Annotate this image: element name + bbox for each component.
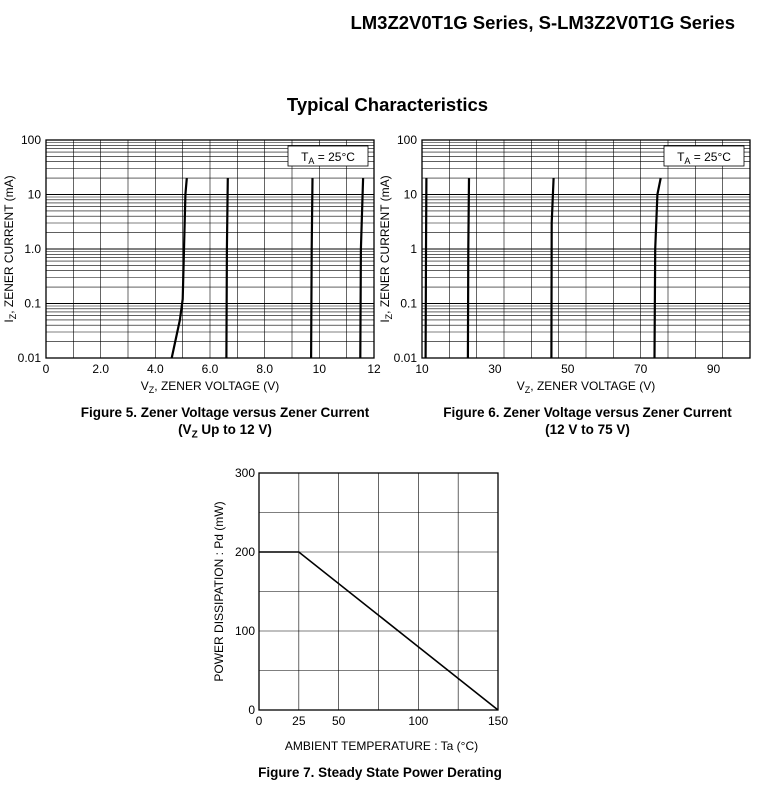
figure-5-series-line-4 [360,178,363,358]
figure-5-x-tick-label: 4.0 [146,362,164,376]
figure-6-annotation-text-sub: A [684,156,691,166]
figure-7-y-tick-label: 200 [234,545,255,559]
figure-6-x-axis-title-rest: , ZENER VOLTAGE (V) [530,379,656,393]
figure-7-caption [180,764,580,781]
figure-6-y-axis-title-rest: , ZENER CURRENT (mA) [378,175,392,314]
figure-5-y-tick-label: 1.0 [24,242,41,256]
figure-5-annotation-text-main: T [301,150,309,164]
figure-5-x-axis-title-main: V [140,379,149,393]
figure-6-y-tick-label: 1 [410,242,417,256]
figure-5-series-line-1 [172,178,187,358]
figure-5-caption-line2 [40,421,410,444]
figure-5-x-tick-label: 2.0 [92,362,110,376]
figure-6-series-line-4 [655,178,661,358]
figure-6-y-tick-label: 0.1 [400,296,417,311]
figure-5-y-axis-title-main: I [2,319,16,323]
figure-6-y-tick-label: 0.01 [393,351,417,365]
figure-6-series-line-1 [426,178,427,358]
figure-6-y-tick-label: 100 [396,133,417,147]
figure-6-series-line-2 [468,178,469,358]
figure-6-annotation-text-main: T [677,150,685,164]
figure-5-caption-line2-sub: Z [191,429,198,441]
figure-5-caption-line2-prefix: (V [178,422,192,437]
figure-6-x-tick-label: 50 [561,362,575,376]
figure-6-x-tick-label: 70 [633,362,648,376]
figure-6-caption-line1: Figure 6. Zener Voltage versus Zener Current [443,405,732,420]
figure-5-series-line-2 [226,178,227,358]
figure-7-x-tick-label: 0 [255,714,263,728]
figure-5-x-tick-label: 12 [367,362,381,376]
section-title: Typical Characteristics [286,94,489,115]
figure-5-x-axis-title-rest: , ZENER VOLTAGE (V) [154,379,280,393]
figure-5-x-axis-title-sub: Z [148,385,155,395]
figure-6-caption-line2: (12 V to 75 V) [545,422,630,437]
figure-5-y-axis-title-rest: , ZENER CURRENT (mA) [2,175,16,314]
figure-5-x-tick-label: 0 [42,362,50,376]
figure-5-x-axis-title [141,379,279,395]
figure-7-y-tick-label: 100 [234,624,255,638]
figure-7-y-axis-title: POWER DISSIPATION : Pd (mW) [212,501,226,682]
figure-5-series-line-3 [311,178,312,358]
figure-5-y-tick-label: 0.1 [24,296,41,311]
figure-5-y-tick-label: 10 [27,187,41,202]
figure-5-x-tick-label: 8.0 [256,362,274,376]
page-header-title: LM3Z2V0T1G Series, S-LM3Z2V0T1G Series [350,12,735,33]
figure-5-caption [40,404,410,444]
figure-5-x-tick-label: 10 [312,362,327,376]
figure-6-x-tick-label: 90 [706,362,721,376]
figure-7-x-tick-label: 150 [487,714,509,728]
figure-7-x-axis-title: AMBIENT TEMPERATURE : Ta (°C) [284,739,479,753]
figure-5-y-tick-label: 0.01 [17,351,41,365]
figure-7-x-tick-label: 50 [331,714,346,728]
figure-6-caption [405,404,770,438]
figure-5-x-tick-label: 6.0 [201,362,219,376]
figure-6-series-line-3 [551,178,553,358]
figure-5-caption-line1: Figure 5. Zener Voltage versus Zener Current [80,405,370,420]
figure-7-caption-line1: Figure 7. Steady State Power Derating [258,765,502,780]
figure-6-x-tick-label: 30 [488,362,502,376]
figure-7-y-tick-label: 0 [248,703,255,717]
figure-6-annotation-text-rest: = 25°C [690,150,731,164]
figure-5-y-axis-title-sub: Z [8,313,18,320]
figure-7-x-tick-label: 100 [408,714,429,728]
figure-7-x-tick-label: 25 [292,714,306,728]
figure-6-y-tick-label: 10 [403,187,417,202]
figure-7-y-tick-label: 300 [234,466,255,480]
figure-6-x-axis-title [517,379,655,395]
figure-5-y-axis-title [2,175,18,322]
figure-5-annotation-text-sub: A [308,156,315,166]
figure-6-y-axis-title [378,175,394,322]
figure-6-y-axis-title-main: I [378,319,392,323]
figure-6-x-axis-title-main: V [516,379,525,393]
figure-5-caption-line2-suffix: Up to 12 V) [197,422,272,437]
figure-5-y-tick-label: 100 [20,133,41,147]
figure-6-x-tick-label: 10 [415,362,429,376]
figure-6-y-axis-title-sub: Z [384,313,394,320]
figure-6-x-axis-title-sub: Z [524,385,531,395]
figure-5-annotation-text-rest: = 25°C [314,150,355,164]
